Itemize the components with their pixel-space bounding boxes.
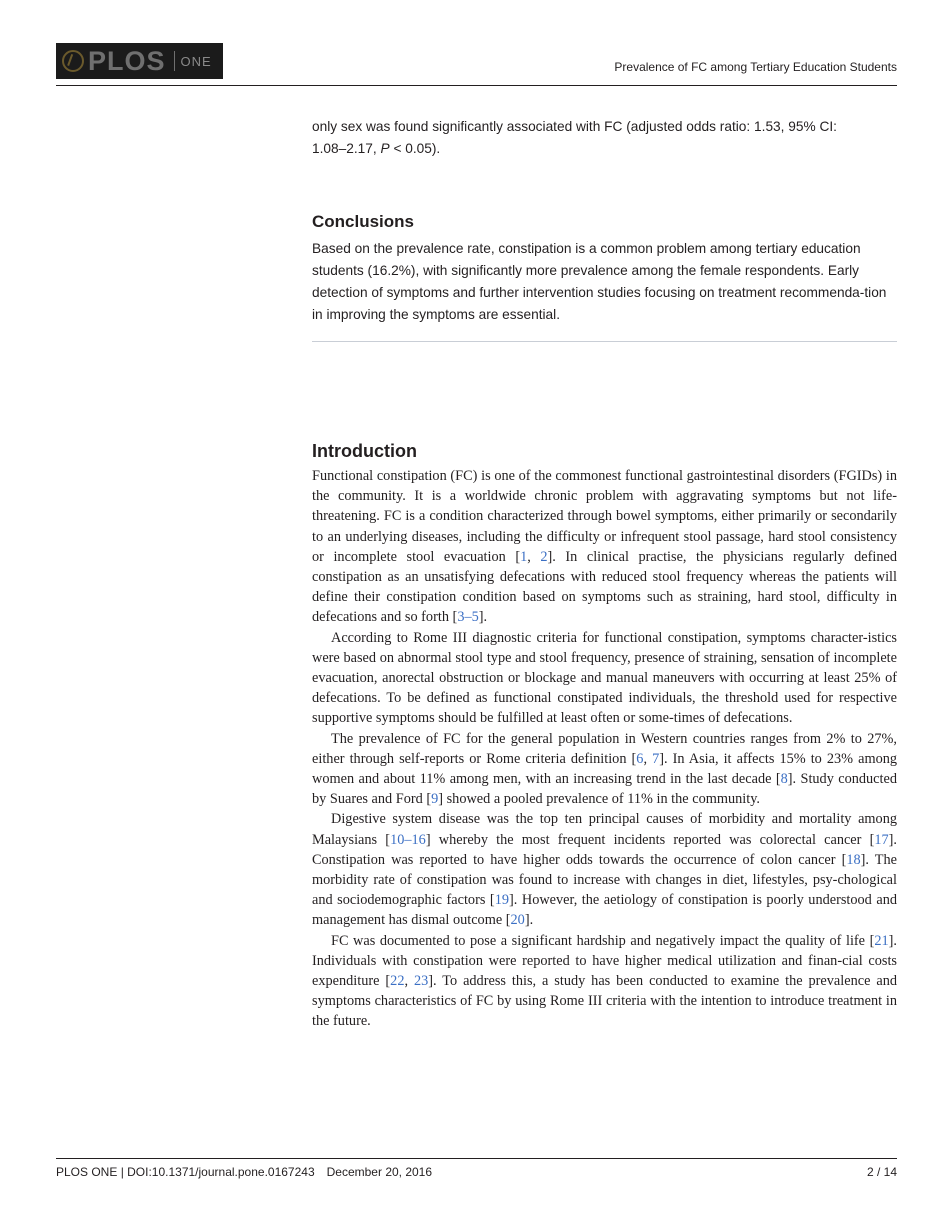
- logo-wordmark: PLOS: [88, 46, 166, 76]
- plos-logo-icon: [62, 50, 84, 72]
- citation-link[interactable]: 17: [874, 831, 889, 848]
- plos-one-logo: [56, 43, 223, 79]
- citation-link[interactable]: 7: [652, 750, 660, 767]
- logo-subtitle: ONE: [180, 53, 212, 69]
- running-title: Prevalence of FC among Tertiary Education Students: [614, 60, 897, 74]
- abstract-results-tail: [312, 116, 897, 160]
- logo-divider: [174, 51, 175, 71]
- introduction-section: [312, 441, 897, 1032]
- conclusions-heading: Conclusions: [312, 212, 415, 231]
- citation-link[interactable]: 20: [510, 912, 525, 929]
- results-line-2: 1.08–2.17, P < 0.05).: [312, 141, 441, 156]
- footer-divider: [56, 1158, 897, 1159]
- abstract-divider: [312, 341, 897, 342]
- header-divider: [56, 85, 897, 86]
- citation-link[interactable]: 18: [846, 851, 861, 868]
- footer-date: December 20, 2016: [326, 1165, 433, 1179]
- conclusions-text: Based on the prevalence rate, constipation is a common problem among tertiary education students (16.2%), with significantly more prevalence among the female respondents. Early detection of symptoms and further intervention studies focusing on treatment recommenda-tion in improving the symptoms are essential.: [312, 241, 887, 322]
- intro-paragraph-2: According to Rome III diagnostic criteria for functional constipation, symptoms character-istics were based on abnormal stool type and stool frequency, presence of straining, sensation of incomplete evacuation, anorectal obstruction or blockage and manual maneuvers with occurring at least 25% of defecations. To be defined as functional constipated individuals, the threshold used for respective supportive symptoms should be fulfilled at least often or some-times of defecations.: [312, 629, 897, 727]
- intro-paragraph-3: The prevalence of FC for the general population in Western countries ranges from 2% to 27%, either through self-reports or Rome criteria definition [6, 7]. In Asia, it affects 15% to 23% among women and about 11% among men, with an increasing trend in the last decade [8]. Study conducted by Suares and Ford [9] showed a pooled prevalence of 11% in the community.: [312, 730, 898, 808]
- footer-journal-doi: PLOS ONE | DOI:10.1371/journal.pone.0167243: [56, 1165, 315, 1179]
- citation-link[interactable]: 22: [390, 973, 405, 990]
- intro-paragraph-4: Digestive system disease was the top ten principal causes of morbidity and mortality among Malaysians [10–16] whereby the most frequent incidents reported was colorectal cancer [17]. Constipation was reported to have higher odds towards the occurrence of colon cancer [18]. The morbidity rate of constipation was found to increase with changes in diet, lifestyles, psy-chological and sociodemographic factors [19]. However, the aetiology of constipation is poorly understood and management has dismal outcome [20].: [312, 811, 897, 929]
- citation-link[interactable]: 19: [494, 892, 509, 909]
- citation-link[interactable]: 8: [780, 771, 788, 788]
- abstract-conclusions: [312, 212, 897, 326]
- citation-link[interactable]: 23: [413, 973, 429, 990]
- footer-citation: [56, 1165, 432, 1179]
- citation-link[interactable]: 21: [874, 932, 889, 949]
- citation-link[interactable]: 10–16: [390, 831, 426, 848]
- page-header: [56, 43, 897, 86]
- citation-link[interactable]: 9: [431, 791, 439, 808]
- citation-link[interactable]: 2: [540, 548, 548, 565]
- intro-paragraph-1: Functional constipation (FC) is one of the commonest functional gastrointestinal disorders (FGIDs) in the community. It is a worldwide chronic problem with aggravating symptoms but not life-threatening. FC is a condition characterized through bowel symptoms, either primarily or secondarily to an underlying diseases, including the difficulty or infrequent stool passage, hard stool consistency or incomplete stool evacuation [1, 2]. In clinical practise, the physicians regularly defined constipation as an unsatisfying defecations with reduced stool frequency whereas the patients will define their constipation condition based on symptoms such as straining, hard stool, difficulty in defecations and so forth [3–5].: [312, 468, 897, 626]
- p-value-symbol: P: [380, 141, 390, 156]
- results-line-1: only sex was found significantly associated with FC (adjusted odds ratio: 1.53, 95% CI:: [312, 119, 837, 134]
- page-number: 2 / 14: [866, 1165, 897, 1179]
- intro-paragraph-5: FC was documented to pose a significant hardship and negatively impact the quality of life [21]. Individuals with constipation were reported to have higher medical utilization and finan-cial costs expenditure [22, 23]. To address this, a study has been conducted to examine the prevalence and symptoms characteristics of FC by using Rome III criteria with the intention to introduce treatment in the future.: [312, 932, 897, 1030]
- introduction-heading: Introduction: [312, 441, 417, 461]
- citation-link[interactable]: 6: [636, 750, 644, 767]
- citation-link[interactable]: 1: [520, 548, 528, 565]
- citation-link[interactable]: 3–5: [457, 609, 479, 626]
